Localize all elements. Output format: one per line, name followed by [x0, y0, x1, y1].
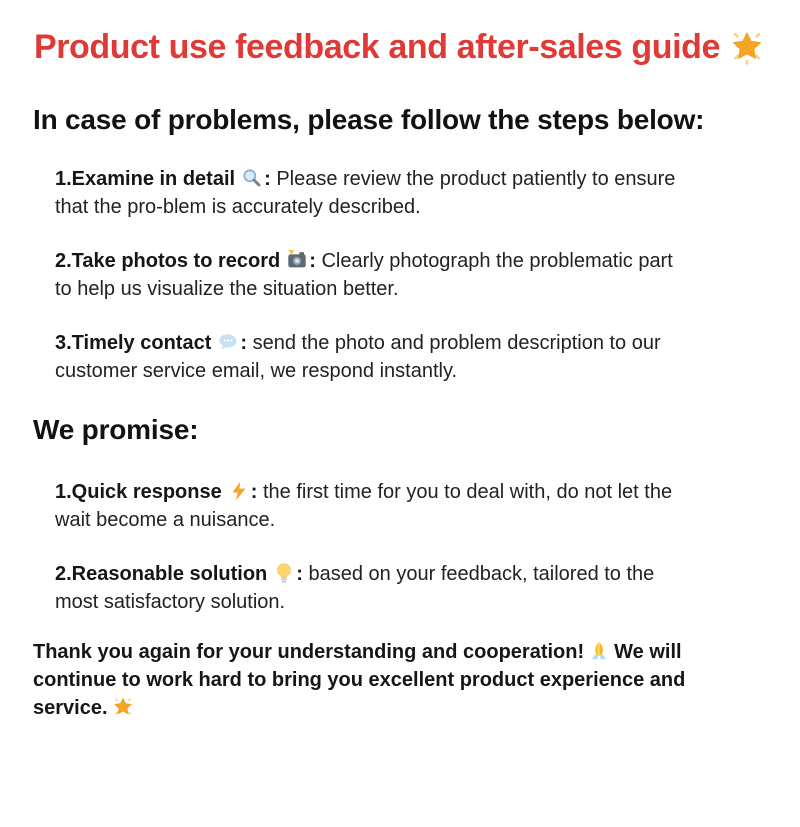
- step-item-3: [55, 329, 767, 385]
- magnifier-icon: [241, 167, 263, 189]
- step-item-1: [55, 165, 767, 221]
- promise-item-1: [55, 478, 767, 534]
- promise-item-2: [55, 560, 767, 616]
- promise-2-colon: :: [296, 563, 303, 585]
- glowing-star-icon: [729, 29, 765, 65]
- promise-1-lead: 1.Quick response: [55, 481, 222, 503]
- step-item-2: [55, 247, 767, 303]
- promise-2-text-line2: most satisfactory solution.: [55, 591, 286, 613]
- promise-2-lead: 2.Reasonable solution: [55, 563, 268, 585]
- lightning-bolt-icon: [228, 480, 250, 502]
- step-2-text-line2: to help us visualize the situation better.: [55, 278, 399, 300]
- step-2-lead: 2.Take photos to record: [55, 250, 281, 272]
- promise-1-colon: :: [250, 481, 258, 503]
- step-1-text-line2: that the pro-blem is accurately described.: [55, 196, 421, 218]
- closing-text-3: continue to work hard to bring you excellent product experience and: [33, 669, 686, 691]
- closing-text-4: service.: [33, 697, 108, 719]
- step-1-lead: 1.Examine in detail: [55, 168, 236, 190]
- step-2-text-line1: Clearly photograph the problematic part: [321, 250, 673, 272]
- promise-1-text-line1: the first time for you to deal with, do not let the: [262, 481, 673, 503]
- promise-1-text-line2: wait become a nuisance.: [55, 509, 276, 531]
- praying-hands-icon: [588, 640, 610, 662]
- camera-flash-icon: [286, 249, 308, 271]
- closing-text-2: We will: [614, 641, 682, 663]
- step-3-colon: :: [240, 332, 248, 354]
- light-bulb-icon: [273, 562, 295, 584]
- step-3-lead: 3.Timely contact: [55, 332, 212, 354]
- after-sales-guide-page: [0, 27, 800, 722]
- page-title-text: Product use feedback and after-sales guide: [33, 28, 721, 66]
- step-1-text-line1: Please review the product patiently to ensure: [276, 168, 676, 190]
- page-title: [33, 27, 767, 67]
- intro-heading: In case of problems, please follow the steps below:: [33, 104, 705, 135]
- step-3-text-line1: send the photo and problem description to our: [252, 332, 661, 354]
- glowing-star-icon: [112, 696, 134, 718]
- step-2-colon: :: [309, 250, 316, 272]
- closing-text-1: Thank you again for your understanding and cooperation!: [33, 641, 585, 663]
- promise-heading: We promise:: [33, 414, 199, 445]
- step-1-colon: :: [264, 168, 271, 190]
- speech-balloon-icon: [217, 331, 239, 353]
- closing-paragraph: [33, 638, 767, 722]
- step-3-text-line2: customer service email, we respond instantly.: [55, 360, 458, 382]
- promise-2-text-line1: based on your feedback, tailored to the: [308, 563, 655, 585]
